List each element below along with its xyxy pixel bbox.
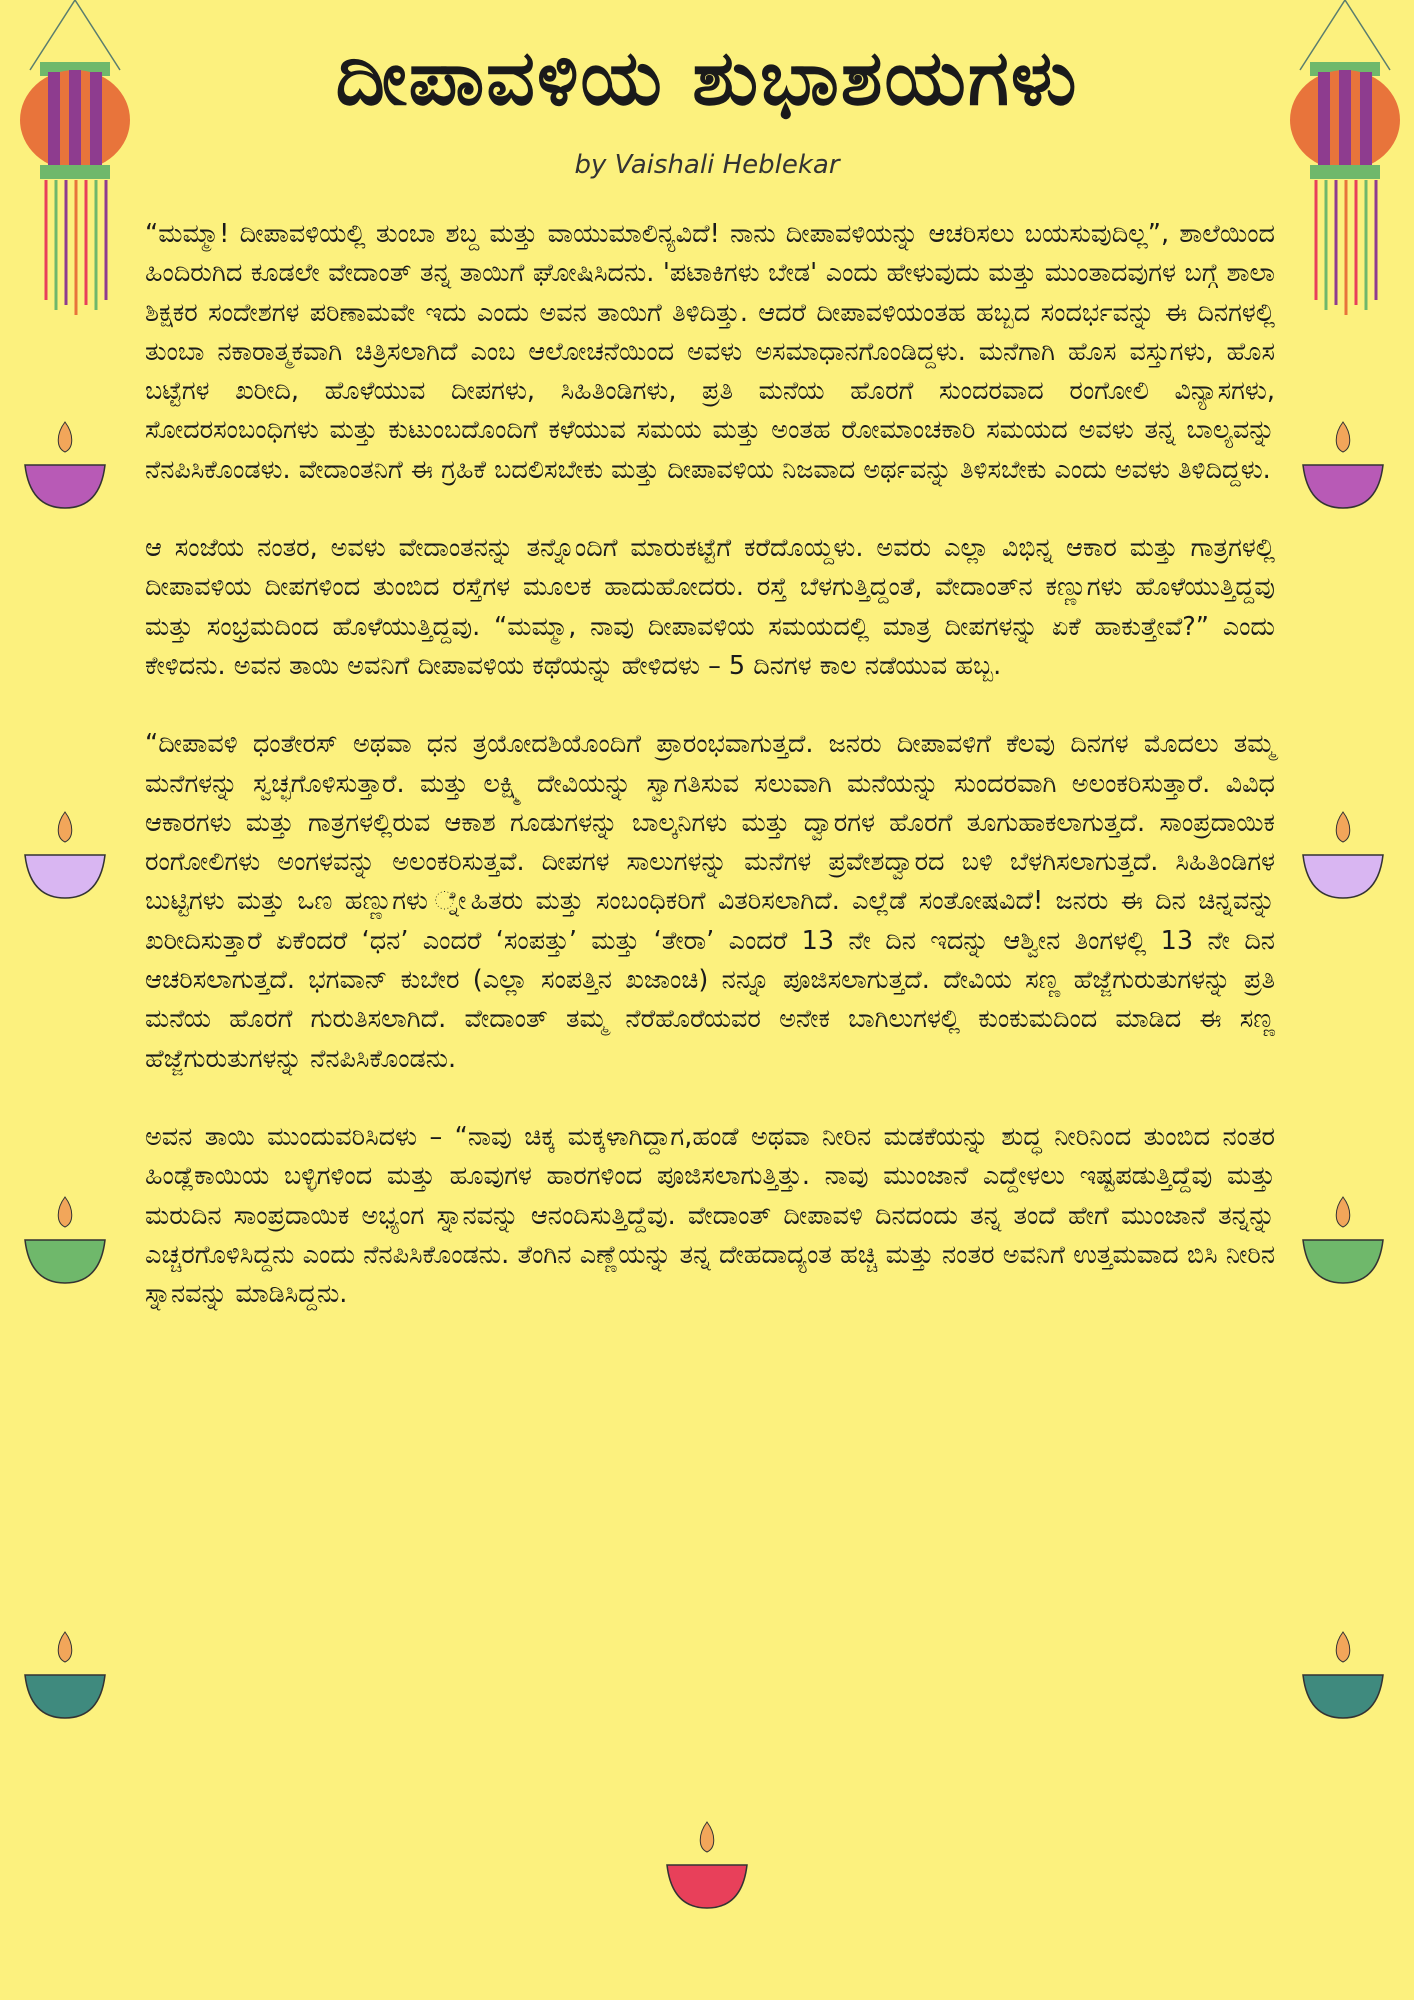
- diya-lamp-icon: [20, 420, 110, 510]
- story-body: [145, 215, 1275, 1353]
- paragraph-3: “ದೀಪಾವಳಿ ಧಂತೇರಸ್ ಅಥವಾ ಧನ ತ್ರಯೋದಶಿಯೊಂದಿಗೆ ಪ್ರಾರಂಭವಾಗುತ್ತದೆ. ಜನರು ದೀಪಾವಳಿಗೆ ಕೆಲವು ದಿನಗಳ ಮೊದಲು ತಮ್ಮ ಮನೆಗಳನ್ನು ಸ್ವಚ್ಛಗೊಳಿಸುತ್ತಾರೆ. ಮತ್ತು ಲಕ್ಷ್ಮಿ ದೇವಿಯನ್ನು ಸ್ವಾಗತಿಸುವ ಸಲುವಾಗಿ ಮನೆಯನ್ನು ಸುಂದರವಾಗಿ ಅಲಂಕರಿಸುತ್ತಾರೆ. ವಿವಿಧ ಆಕಾರಗಳು ಮತ್ತು ಗಾತ್ರಗಳಲ್ಲಿರುವ ಆಕಾಶ ಗೂಡುಗಳನ್ನು ಬಾಲ್ಕನಿಗಳು ಮತ್ತು ದ್ವಾರಗಳ ಹೊರಗೆ ತೂಗುಹಾಕಲಾಗುತ್ತದೆ. ಸಾಂಪ್ರದಾಯಿಕ ರಂಗೋಲಿಗಳು ಅಂಗಳವನ್ನು ಅಲಂಕರಿಸುತ್ತವೆ. ದೀಪಗಳ ಸಾಲುಗಳನ್ನು ಮನೆಗಳ ಪ್ರವೇಶದ್ವಾರದ ಬಳಿ ಬೆಳಗಿಸಲಾಗುತ್ತದೆ. ಸಿಹಿತಿಂಡಿಗಳ ಬುಟ್ಟಿಗಳು ಮತ್ತು ಒಣ ಹಣ್ಣುಗಳು ್ನೇಹಿತರು ಮತ್ತು ಸಂಬಂಧಿಕರಿಗೆ ವಿತರಿಸಲಾಗಿದೆ. ಎಲ್ಲೆಡೆ ಸಂತೋಷವಿದೆ! ಜನರು ಈ ದಿನ ಚಿನ್ನವನ್ನು ಖರೀದಿಸುತ್ತಾರೆ ಏಕೆಂದರೆ ‘ಧನ’ ಎಂದರೆ ‘ಸಂಪತ್ತು’ ಮತ್ತು ‘ತೇರಾ’ ಎಂದರೆ 13 ನೇ ದಿನ ಇದನ್ನು ಆಶ್ವೀನ ತಿಂಗಳಲ್ಲಿ 13 ನೇ ದಿನ ಆಚರಿಸಲಾಗುತ್ತದೆ. ಭಗವಾನ್ ಕುಬೇರ (ಎಲ್ಲಾ ಸಂಪತ್ತಿನ ಖಜಾಂಚಿ) ನನ್ನೂ ಪೂಜಿಸಲಾಗುತ್ತದೆ. ದೇವಿಯ ಸಣ್ಣ ಹೆಜ್ಜೆಗುರುತುಗಳನ್ನು ಪ್ರತಿ ಮನೆಯ ಹೊರಗೆ ಗುರುತಿಸಲಾಗಿದೆ. ವೇದಾಂತ್ ತಮ್ಮ ನೆರೆಹೊರೆಯವರ ಅನೇಕ ಬಾಗಿಲುಗಳಲ್ಲಿ ಕುಂಕುಮದಿಂದ ಮಾಡಿದ ಈ ಸಣ್ಣ ಹೆಜ್ಜೆಗುರುತುಗಳನ್ನು ನೆನಪಿಸಿಕೊಂಡನು.: [145, 729, 1275, 1074]
- diya-lamp-icon: [1298, 1630, 1388, 1720]
- diya-lamp-icon: [20, 810, 110, 900]
- author-byline: by Vaishali Heblekar: [574, 150, 840, 180]
- diya-lamp-icon: [662, 1820, 752, 1910]
- diya-lamp-icon: [1298, 810, 1388, 900]
- diya-lamp-icon: [1298, 1195, 1388, 1285]
- paragraph-2: ಆ ಸಂಜೆಯ ನಂತರ, ಅವಳು ವೇದಾಂತನನ್ನು ತನ್ನೊಂದಿಗೆ ಮಾರುಕಟ್ಟೆಗೆ ಕರೆದೊಯ್ದಳು. ಅವರು ಎಲ್ಲಾ ವಿಭಿನ್ನ ಆಕಾರ ಮತ್ತು ಗಾತ್ರಗಳಲ್ಲಿ ದೀಪಾವಳಿಯ ದೀಪಗಳಿಂದ ತುಂಬಿದ ರಸ್ತೆಗಳ ಮೂಲಕ ಹಾದುಹೋದರು. ರಸ್ತೆ ಬೆಳಗುತ್ತಿದ್ದಂತೆ, ವೇದಾಂತ್‌ನ ಕಣ್ಣುಗಳು ಹೊಳೆಯುತ್ತಿದ್ದವು ಮತ್ತು ಸಂಭ್ರಮದಿಂದ ಹೊಳೆಯುತ್ತಿದ್ದವು. “ಮಮ್ಮಾ, ನಾವು ದೀಪಾವಳಿಯ ಸಮಯದಲ್ಲಿ ಮಾತ್ರ ದೀಪಗಳನ್ನು ಏಕೆ ಹಾಕುತ್ತೇವೆ?” ಎಂದು ಕೇಳಿದನು. ಅವನ ತಾಯಿ ಅವನಿಗೆ ದೀಪಾವಳಿಯ ಕಥೆಯನ್ನು ಹೇಳಿದಳು – 5 ದಿನಗಳ ಕಾಲ ನಡೆಯುವ ಹಬ್ಬ.: [145, 533, 1275, 681]
- paragraph-1: “ಮಮ್ಮಾ! ದೀಪಾವಳಿಯಲ್ಲಿ ತುಂಬಾ ಶಬ್ದ ಮತ್ತು ವಾಯುಮಾಲಿನ್ಯವಿದೆ! ನಾನು ದೀಪಾವಳಿಯನ್ನು ಆಚರಿಸಲು ಬಯಸುವುದಿಲ್ಲ”, ಶಾಲೆಯಿಂದ ಹಿಂದಿರುಗಿದ ಕೂಡಲೇ ವೇದಾಂತ್ ತನ್ನ ತಾಯಿಗೆ ಘೋಷಿಸಿದನು. 'ಪಟಾಕಿಗಳು ಬೇಡ' ಎಂದು ಹೇಳುವುದು ಮತ್ತು ಮುಂತಾದವುಗಳ ಬಗ್ಗೆ ಶಾಲಾ ಶಿಕ್ಷಕರ ಸಂದೇಶಗಳ ಪರಿಣಾಮವೇ ಇದು ಎಂದು ಅವನ ತಾಯಿಗೆ ತಿಳಿದಿತ್ತು. ಆದರೆ ದೀಪಾವಳಿಯಂತಹ ಹಬ್ಬದ ಸಂದರ್ಭವನ್ನು ಈ ದಿನಗಳಲ್ಲಿ ತುಂಬಾ ನಕಾರಾತ್ಮಕವಾಗಿ ಚಿತ್ರಿಸಲಾಗಿದೆ ಎಂಬ ಆಲೋಚನೆಯಿಂದ ಅವಳು ಅಸಮಾಧಾನಗೊಂಡಿದ್ದಳು. ಮನೆಗಾಗಿ ಹೊಸ ವಸ್ತುಗಳು, ಹೊಸ ಬಟ್ಟೆಗಳ ಖರೀದಿ, ಹೊಳೆಯುವ ದೀಪಗಳು, ಸಿಹಿತಿಂಡಿಗಳು, ಪ್ರತಿ ಮನೆಯ ಹೊರಗೆ ಸುಂದರವಾದ ರಂಗೋಲಿ ವಿನ್ಯಾಸಗಳು, ಸೋದರಸಂಬಂಧಿಗಳು ಮತ್ತು ಕುಟುಂಬದೊಂದಿಗೆ ಕಳೆಯುವ ಸಮಯ ಮತ್ತು ಅಂತಹ ರೋಮಾಂಚಕಾರಿ ಸಮಯದ ಅವಳು ತನ್ನ ಬಾಲ್ಯವನ್ನು ನೆನಪಿಸಿಕೊಂಡಳು. ವೇದಾಂತನಿಗೆ ಈ ಗ್ರಹಿಕೆ ಬದಲಿಸಬೇಕು ಮತ್ತು ದೀಪಾವಳಿಯ ನಿಜವಾದ ಅರ್ಥವನ್ನು ತಿಳಿಸಬೇಕು ಎಂದು ಅವಳು ತಿಳಿದಿದ್ದಳು.: [145, 219, 1275, 485]
- diya-lamp-icon: [1298, 420, 1388, 510]
- paragraph-4: ಅವನ ತಾಯಿ ಮುಂದುವರಿಸಿದಳು – “ನಾವು ಚಿಕ್ಕ ಮಕ್ಕಳಾಗಿದ್ದಾಗ,ಹಂಡೆ ಅಥವಾ ನೀರಿನ ಮಡಕೆಯನ್ನು ಶುದ್ಧ ನೀರಿನಿಂದ ತುಂಬಿದ ನಂತರ ಹಿಂಡ್ಲೆಕಾಯಿಯ ಬಳ್ಳಿಗಳಿಂದ ಮತ್ತು ಹೂವುಗಳ ಹಾರಗಳಿಂದ ಪೂಜಿಸಲಾಗುತ್ತಿತ್ತು. ನಾವು ಮುಂಜಾನೆ ಎದ್ದೇಳಲು ಇಷ್ಟಪಡುತ್ತಿದ್ದೆವು ಮತ್ತು ಮರುದಿನ ಸಾಂಪ್ರದಾಯಿಕ ಅಭ್ಯಂಗ ಸ್ನಾನವನ್ನು ಆನಂದಿಸುತ್ತಿದ್ದೆವು. ವೇದಾಂತ್ ದೀಪಾವಳಿ ದಿನದಂದು ತನ್ನ ತಂದೆ ಹೇಗೆ ಮುಂಜಾನೆ ತನ್ನನ್ನು ಎಚ್ಚರಗೊಳಿಸಿದ್ದನು ಎಂದು ನೆನಪಿಸಿಕೊಂಡನು. ತೆಂಗಿನ ಎಣ್ಣೆಯನ್ನು ತನ್ನ ದೇಹದಾದ್ಯಂತ ಹಚ್ಚಿ ಮತ್ತು ನಂತರ ಅವನಿಗೆ ಉತ್ತಮವಾದ ಬಿಸಿ ನೀರಿನ ಸ್ನಾನವನ್ನು ಮಾಡಿಸಿದ್ದನು.: [145, 1121, 1275, 1310]
- hanging-lantern-icon-left: [10, 0, 140, 320]
- diya-lamp-icon: [20, 1630, 110, 1720]
- page-title: ದೀಪಾವಳಿಯ ಶುಭಾಶಯಗಳು: [335, 33, 1079, 122]
- hanging-lantern-icon-right: [1280, 0, 1410, 320]
- diya-lamp-icon: [20, 1195, 110, 1285]
